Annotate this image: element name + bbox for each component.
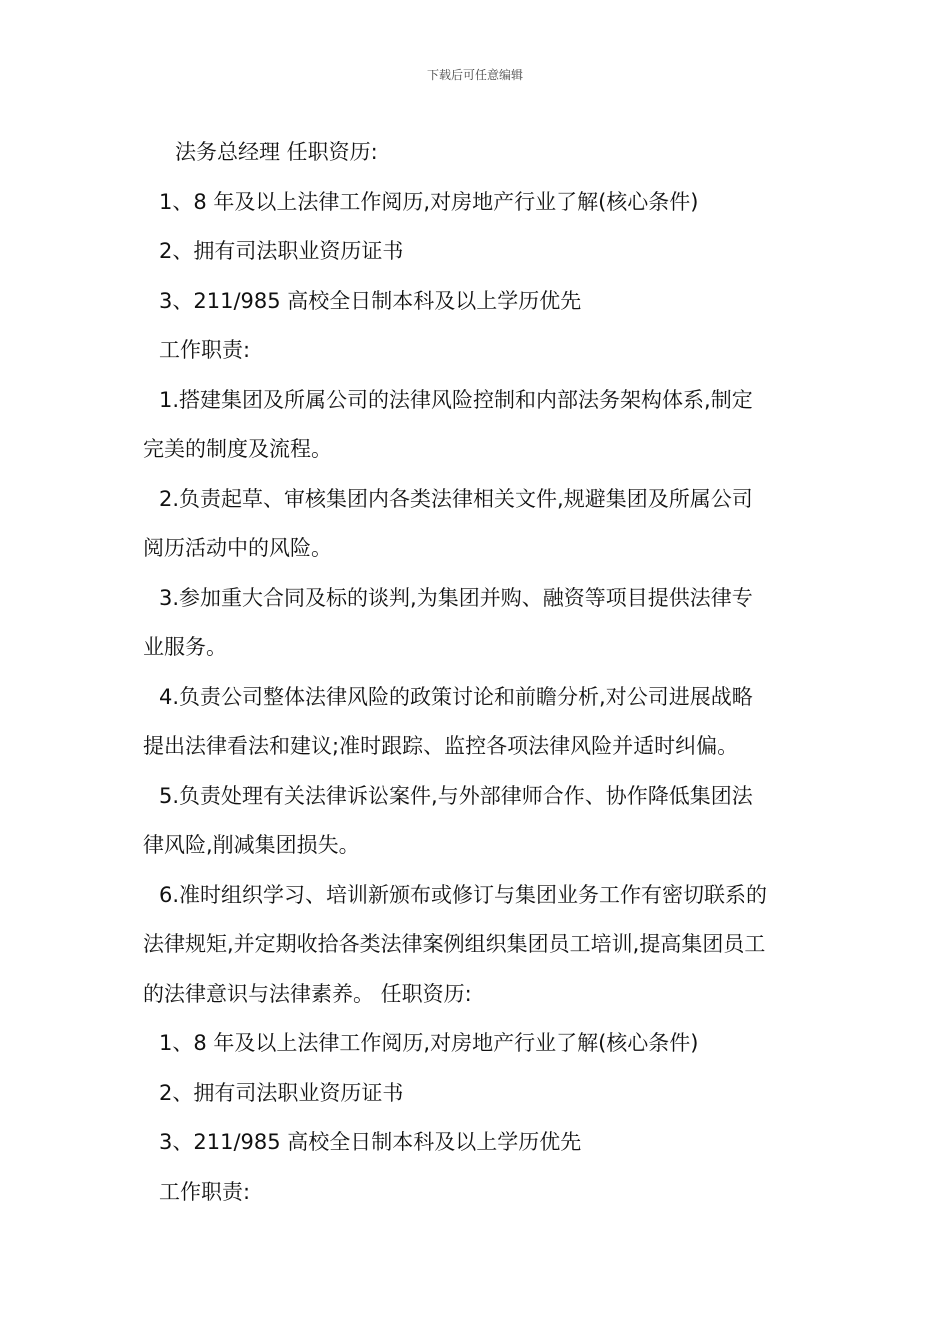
duty-item-continued: 的法律意识与法律素养。 任职资历: [143, 981, 472, 1006]
duty-item-continued: 律风险,削减集团损失。 [143, 833, 360, 857]
duty-item-continued: 提出法律看法和建议;准时跟踪、监控各项法律风险并适时纠偏。 [143, 734, 739, 758]
page-header: 下载后可任意编辑 [426, 68, 523, 82]
duty-item-continued: 法律规矩,并定期收拾各类法律案例组织集团员工培训,提高集团员工 [143, 932, 766, 956]
duty-item: 2.负责起草、审核集团内各类法律相关文件,规避集团及所属公司 [159, 486, 753, 511]
duty-item-continued: 阅历活动中的风险。 [143, 536, 332, 560]
duty-item-continued: 业服务。 [143, 635, 227, 659]
qualification-item: 1、8 年及以上法律工作阅历,对房地产行业了解(核心条件) [159, 189, 699, 214]
duty-item: 4.负责公司整体法律风险的政策讨论和前瞻分析,对公司进展战略 [159, 684, 753, 709]
qualification-item: 2、拥有司法职业资历证书 [159, 239, 404, 263]
qualification-item: 2、拥有司法职业资历证书 [159, 1080, 404, 1105]
qualification-item: 3、211/985 高校全日制本科及以上学历优先 [159, 288, 582, 313]
qualification-item: 1、8 年及以上法律工作阅历,对房地产行业了解(核心条件) [159, 1031, 699, 1055]
duty-item-continued: 完美的制度及流程。 [143, 437, 332, 461]
section-heading: 工作职责: [159, 338, 251, 362]
duty-item: 3.参加重大合同及标的谈判,为集团并购、融资等项目提供法律专 [159, 585, 753, 610]
qualification-item: 3、211/985 高校全日制本科及以上学历优先 [159, 1130, 582, 1154]
duty-item: 1.搭建集团及所属公司的法律风险控制和内部法务架构体系,制定 [159, 387, 753, 412]
duty-item: 6.准时组织学习、培训新颁布或修订与集团业务工作有密切联系的 [159, 882, 768, 907]
duty-item: 5.负责处理有关法律诉讼案件,与外部律师合作、协作降低集团法 [159, 783, 753, 808]
document-body [143, 128, 809, 1217]
section-title: 法务总经理 任职资历: [175, 140, 378, 164]
section-heading: 工作职责: [159, 1179, 251, 1204]
